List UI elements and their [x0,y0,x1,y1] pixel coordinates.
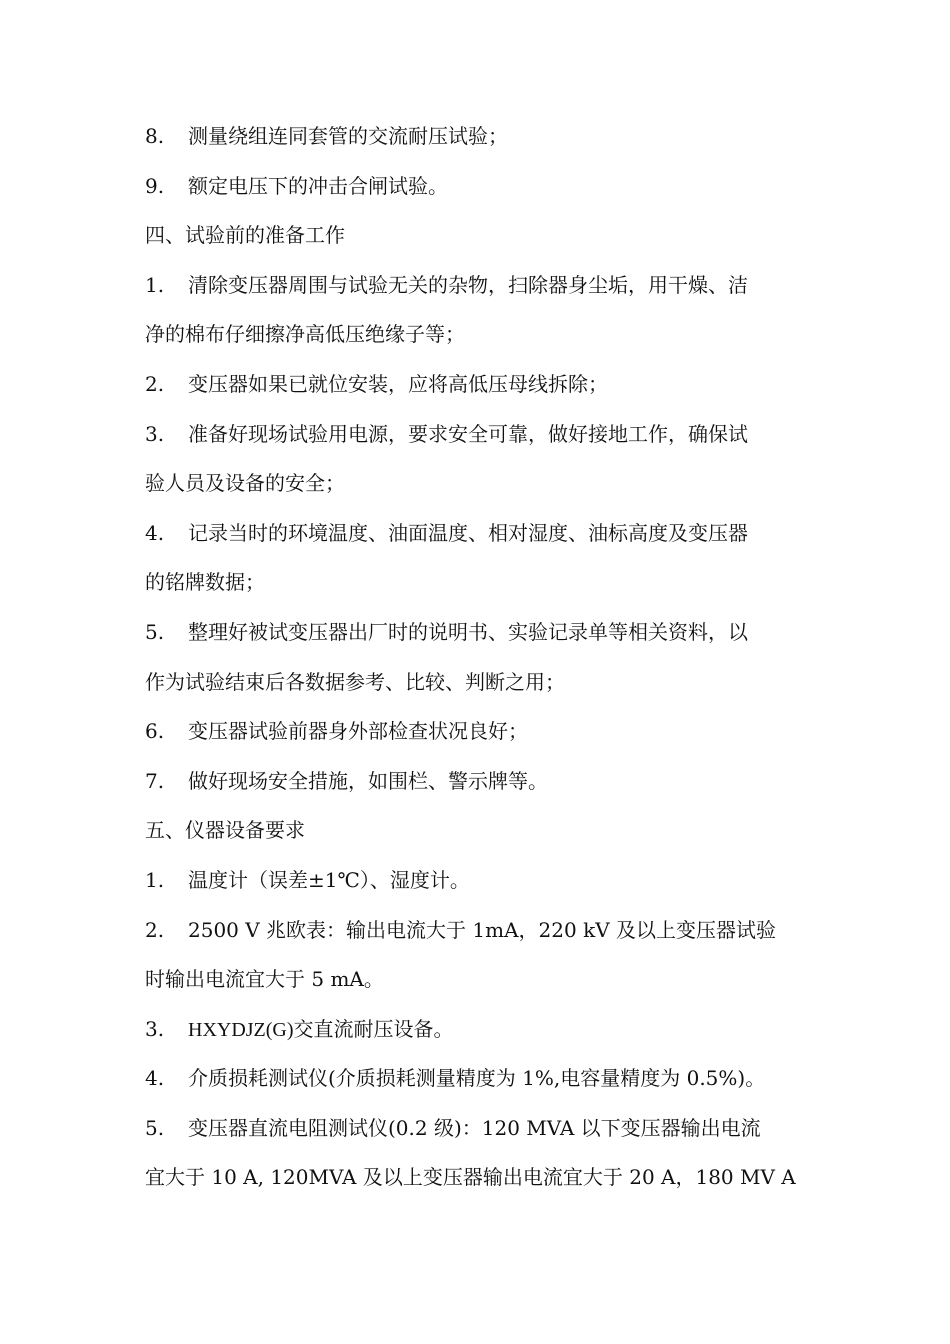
text-line [145,906,810,956]
text-line [145,608,810,658]
list-number: 3. [145,1016,165,1041]
list-number: 3. [145,421,165,446]
list-number: 8. [145,124,165,148]
text-line [145,707,810,757]
text-line [145,1054,810,1104]
list-number: 5. [145,619,165,644]
list-number: 9. [145,173,165,198]
line-text: 记录当时的环境温度、油面温度、相对湿度、油标高度及变压器 [188,520,748,545]
text-line [145,1104,810,1154]
text-line [145,162,810,212]
list-number: 2. [145,917,165,942]
line-text: 整理好被试变压器出厂时的说明书、实验记录单等相关资料，以 [188,619,748,644]
list-number: 7. [145,768,165,793]
text-line-continuation [145,658,810,708]
line-text: 变压器直流电阻测试仪(0.2 级)：120 MVA 以下变压器输出电流 [188,1115,761,1140]
text-line [145,360,810,410]
text-line-continuation [145,459,810,509]
line-text: 五、仪器设备要求 [145,818,305,843]
line-text: 四、试验前的准备工作 [145,223,345,248]
line-text: 准备好现场试验用电源，要求安全可靠，做好接地工作，确保试 [188,421,748,446]
text-line [145,112,810,162]
line-text: 验人员及设备的安全； [145,471,345,496]
list-number: 4. [145,520,165,545]
list-number: 6. [145,719,165,744]
line-text: 变压器如果已就位安装，应将高低压母线拆除； [188,371,608,396]
line-text: HXYDJZ(G)交直流耐压设备。 [188,1018,454,1041]
list-number: 2. [145,371,165,396]
line-text: 作为试验结束后各数据参考、比较、判断之用； [145,669,565,694]
line-text: 净的棉布仔细擦净高低压绝缘子等； [145,322,465,347]
list-number: 1. [145,867,165,892]
text-line-continuation [145,955,810,1005]
line-text: 做好现场安全措施，如围栏、警示牌等。 [188,768,548,793]
text-line [145,856,810,906]
line-text: 的铭牌数据； [145,570,265,595]
line-text: 宜大于 10 A, 120MVA 及以上变压器输出电流宜大于 20 A，180 MV A [145,1165,796,1190]
line-text: 变压器试验前器身外部检查状况良好； [188,719,528,744]
section-heading [145,806,810,856]
list-number: 1. [145,272,165,297]
text-line [145,261,810,311]
text-line [145,410,810,460]
text-line [145,1005,810,1055]
line-text: 温度计（误差±1℃）、湿度计。 [188,867,470,892]
document-body [145,112,810,1203]
list-number: 5. [145,1115,165,1140]
line-text: 额定电压下的冲击合闸试验。 [188,173,448,198]
line-text: 测量绕组连同套管的交流耐压试验； [188,124,508,148]
text-line-continuation [145,1153,810,1203]
text-line [145,757,810,807]
text-line-continuation [145,558,810,608]
list-number: 4. [145,1066,165,1091]
text-line [145,509,810,559]
text-line-continuation [145,310,810,360]
line-text: 时输出电流宜大于 5 mA。 [145,967,384,992]
section-heading [145,211,810,261]
line-text: 2500 V 兆欧表：输出电流大于 1mA，220 kV 及以上变压器试验 [188,917,776,942]
line-text: 清除变压器周围与试验无关的杂物，扫除器身尘垢，用干燥、洁 [188,272,748,297]
line-text: 介质损耗测试仪(介质损耗测量精度为 1%,电容量精度为 0.5%)。 [188,1066,766,1091]
